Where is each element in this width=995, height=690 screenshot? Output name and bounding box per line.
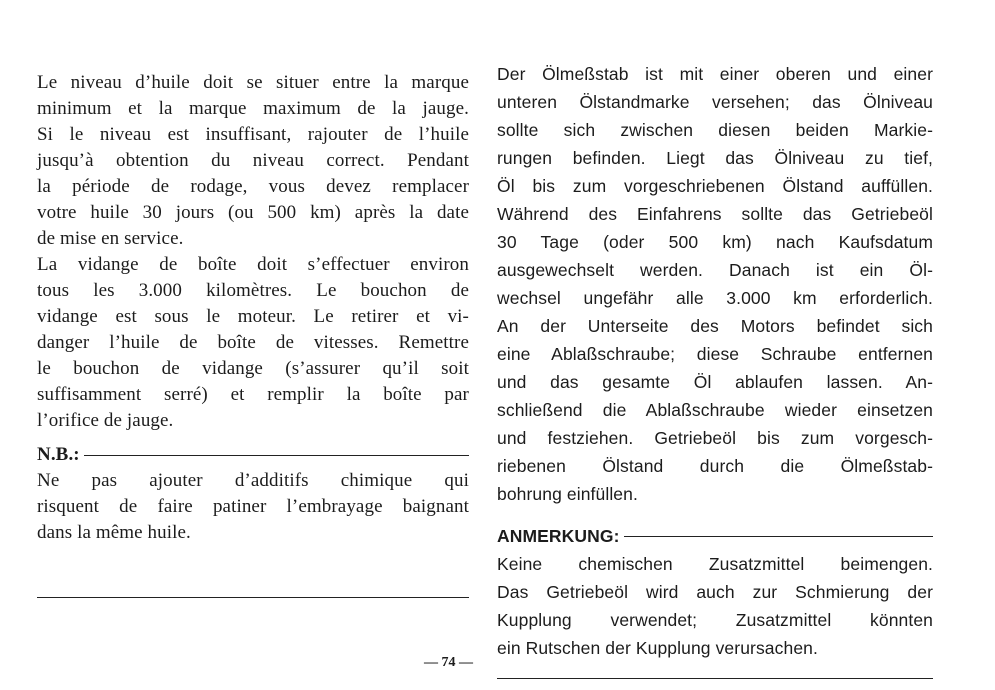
french-note [37,468,469,546]
text-line: de mise en service. [37,228,184,249]
text-line: bohrung einfüllen. [497,484,638,504]
german-paragraph [497,60,933,508]
text-line: riebenen Ölstand durch die Ölmeßstab- [497,456,933,476]
text-line: wechsel ungefähr alle 3.000 km erforderlich. [497,288,933,308]
heading-rule [84,455,469,456]
german-column [497,60,933,662]
note-label: ANMERKUNG: [497,526,620,546]
text-line: sollte sich zwischen diesen beiden Markie- [497,120,933,140]
german-note [497,550,933,662]
text-line: Kupplung verwendet; Zusatzmittel könnten [497,610,933,630]
text-line: und festziehen. Getriebeöl bis zum vorgesch- [497,428,933,448]
text-line: minimum et la marque maximum de la jauge. [37,98,469,119]
text-line: le bouchon de vidange (s’assurer qu’il soit [37,358,469,379]
german-end-rule [497,678,933,679]
text-line: Si le niveau est insuffisant, rajouter de l’huile [37,124,469,145]
text-line: ein Rutschen der Kupplung verursachen. [497,638,818,658]
french-end-rule [37,597,469,598]
text-line: La vidange de boîte doit s’effectuer environ [37,254,469,275]
text-line: risquent de faire patiner l’embrayage baignant [37,496,469,517]
page-number: — 74 — [424,655,473,670]
text-line: jusqu’à obtention du niveau correct. Pendant [37,150,469,171]
text-line: vidange est sous le moteur. Le retirer et vi- [37,306,469,327]
text-line: l’orifice de jauge. [37,410,174,431]
text-line: danger l’huile de boîte de vitesses. Remettre [37,332,469,353]
french-paragraph-1 [37,70,469,252]
german-note-heading [497,522,933,550]
french-column [37,70,469,546]
text-line: suffisamment serré) et remplir la boîte par [37,384,469,405]
text-line: votre huile 30 jours (ou 500 km) après la date [37,202,469,223]
note-label: N.B.: [37,444,80,465]
text-line: la période de rodage, vous devez remplacer [37,176,469,197]
heading-rule [624,536,933,537]
text-line: tous les 3.000 kilomètres. Le bouchon de [37,280,469,301]
text-line: Ne pas ajouter d’additifs chimique qui [37,470,469,491]
text-line: ausgewechselt werden. Danach ist ein Öl- [497,260,933,280]
text-line: 30 Tage (oder 500 km) nach Kaufsdatum [497,232,933,252]
text-line: Das Getriebeöl wird auch zur Schmierung der [497,582,933,602]
text-line: Während des Einfahrens sollte das Getriebeöl [497,204,933,224]
text-line: und das gesamte Öl ablaufen lassen. An- [497,372,933,392]
text-line: dans la même huile. [37,522,191,543]
text-line: rungen befinden. Liegt das Ölniveau zu tief, [497,148,933,168]
text-line: Der Ölmeßstab ist mit einer oberen und einer [497,64,933,84]
text-line: Öl bis zum vorgeschriebenen Ölstand auffüllen. [497,176,933,196]
text-line: Keine chemischen Zusatzmittel beimengen. [497,554,933,574]
french-paragraph-2 [37,252,469,434]
text-line: unteren Ölstandmarke versehen; das Ölniveau [497,92,933,112]
text-line: Le niveau d’huile doit se situer entre la marque [37,72,469,93]
text-line: eine Ablaßschraube; diese Schraube entfernen [497,344,933,364]
text-line: An der Unterseite des Motors befindet sich [497,316,933,336]
text-line: schließend die Ablaßschraube wieder einsetzen [497,400,933,420]
french-note-heading [37,442,469,468]
